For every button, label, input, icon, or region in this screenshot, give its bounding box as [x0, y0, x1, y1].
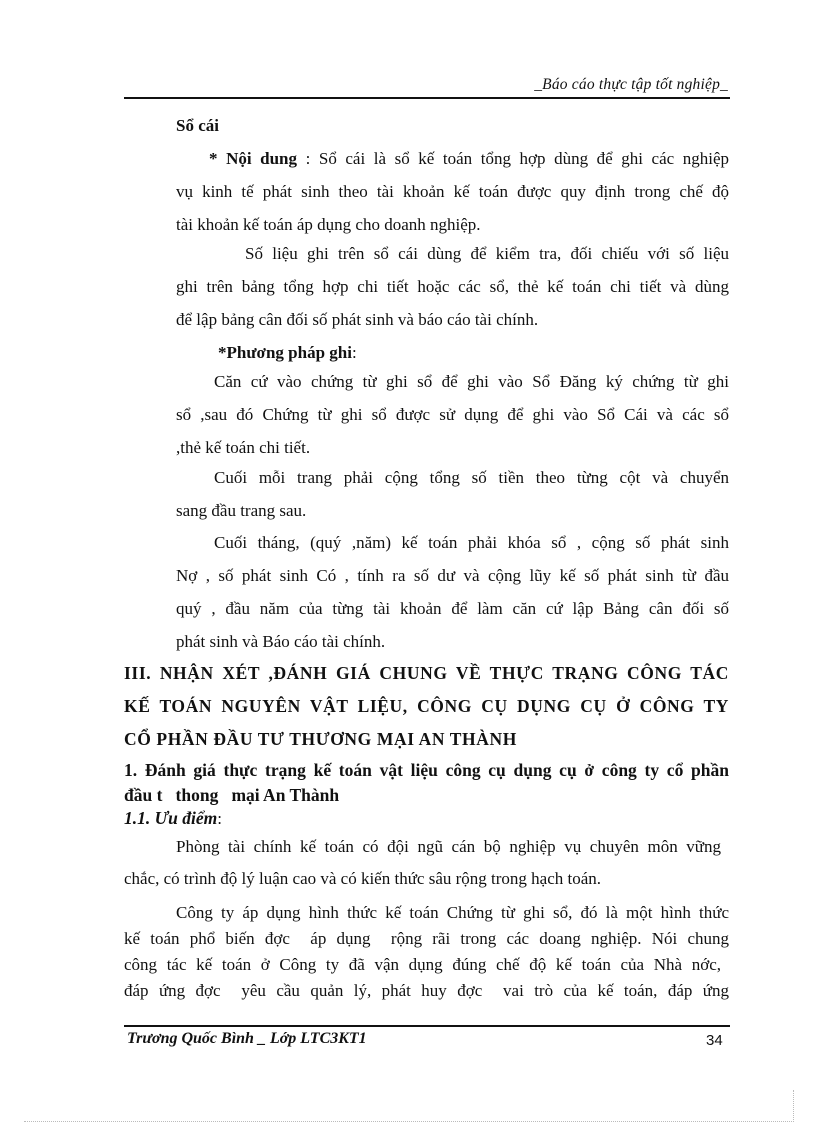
- subsection-1-title-line-2: đầu t thong mại An Thành: [124, 785, 340, 805]
- page-edge-dotted-line: [24, 1121, 794, 1122]
- uu-diem-heading: [124, 808, 222, 829]
- cong-ty-line-3: công tác kế toán ở Công ty đã vận dụng đúng chế độ kế toán của Nhà nớc,: [124, 955, 721, 974]
- footer-rule: [124, 1025, 730, 1027]
- phuong-phap-colon: :: [351, 343, 357, 362]
- so-lieu-line-2: ghi trên bảng tổng hợp chi tiết hoặc các sổ, thẻ kế toán chi tiết và dùng: [176, 277, 729, 296]
- can-cu-line-3: ,thẻ kế toán chi tiết.: [176, 438, 311, 457]
- cuoi-trang-line-1: Cuối mỗi trang phải cộng tổng số tiền theo từng cột và chuyển: [214, 468, 729, 487]
- section-iii-title-line-2: KẾ TOÁN NGUYÊN VẬT LIỆU, CÔNG CỤ DỤNG CỤ Ở CÔNG TY: [124, 696, 729, 716]
- noi-dung-line-1: [209, 149, 729, 169]
- so-lieu-line-1: Số liệu ghi trên sổ cái dùng để kiểm tra, đối chiếu với số liệu: [245, 244, 729, 263]
- noi-dung-line-2: vụ kinh tế phát sinh theo tài khoản kế toán được quy định trong chế độ: [176, 182, 729, 201]
- section-iii-title-line-1: III. NHẬN XÉT ,ĐÁNH GIÁ CHUNG VỀ THỰC TRẠNG CÔNG TÁC: [124, 663, 729, 683]
- so-cai-heading: Sổ cái: [176, 116, 219, 135]
- phuong-phap-line: [218, 343, 357, 363]
- cong-ty-line-2: kế toán phổ biến đợc áp dụng rộng rãi trong các doang nghiệp. Nói chung: [124, 929, 729, 948]
- phuong-phap-label: *Phương pháp ghi: [218, 343, 352, 362]
- so-lieu-line-3: để lập bảng cân đối số phát sinh và báo cáo tài chính.: [176, 310, 539, 329]
- noi-dung-line-3: tài khoản kế toán áp dụng cho doanh nghiệp.: [176, 215, 481, 234]
- can-cu-line-1: Căn cứ vào chứng từ ghi sổ để ghi vào Sổ Đăng ký chứng từ ghi: [214, 372, 729, 391]
- phong-line-2: chắc, có trình độ lý luận cao và có kiến thức sâu rộng trong hạch toán.: [124, 869, 602, 888]
- can-cu-line-2: sổ ,sau đó Chứng từ ghi sổ được sử dụng để ghi vào Sổ Cái và các sổ: [176, 405, 729, 424]
- cong-ty-line-4: đáp ứng đợc yêu cầu quản lý, phát huy đợc vai trò của kế toán, đáp ứng: [124, 981, 729, 1000]
- noi-dung-text: : Sổ cái là sổ kế toán tổng hợp dùng để ghi các nghiệp: [305, 149, 730, 168]
- page-number: 34: [706, 1032, 723, 1049]
- running-header: _Báo cáo thực tập tốt nghiệp_: [534, 76, 728, 93]
- subsection-1-title-line-1: 1. Đánh giá thực trạng kế toán vật liệu công cụ dụng cụ ở công ty cổ phần: [124, 760, 729, 780]
- section-iii-title-line-3: CỔ PHẦN ĐẦU TƯ THƯƠNG MẠI AN THÀNH: [124, 729, 517, 749]
- phong-line-1: Phòng tài chính kế toán có đội ngũ cán bộ nghiệp vụ chuyên môn vững: [176, 837, 721, 856]
- cuoi-thang-line-1: Cuối tháng, (quý ,năm) kế toán phải khóa sổ , cộng số phát sinh: [214, 533, 729, 552]
- header-rule: [124, 97, 730, 99]
- footer-author: Trương Quốc Bình _ Lớp LTC3KT1: [127, 1030, 367, 1047]
- page-edge-dotted-vertical: [793, 1090, 794, 1122]
- cong-ty-line-1: Công ty áp dụng hình thức kế toán Chứng từ ghi sổ, đó là một hình thức: [176, 903, 729, 922]
- cuoi-thang-line-3: quý , đầu năm của từng tài khoản để làm căn cứ lập Bảng cân đối số: [176, 599, 729, 618]
- cuoi-trang-line-2: sang đầu trang sau.: [176, 501, 307, 520]
- cuoi-thang-line-2: Nợ , số phát sinh Có , tính ra số dư và cộng lũy kế số phát sinh từ đầu: [176, 566, 729, 585]
- uu-diem-colon: :: [217, 809, 223, 828]
- noi-dung-label: * Nội dung: [209, 149, 297, 168]
- uu-diem-label: 1.1. Ưu điểm: [124, 808, 218, 828]
- cuoi-thang-line-4: phát sinh và Báo cáo tài chính.: [176, 632, 386, 651]
